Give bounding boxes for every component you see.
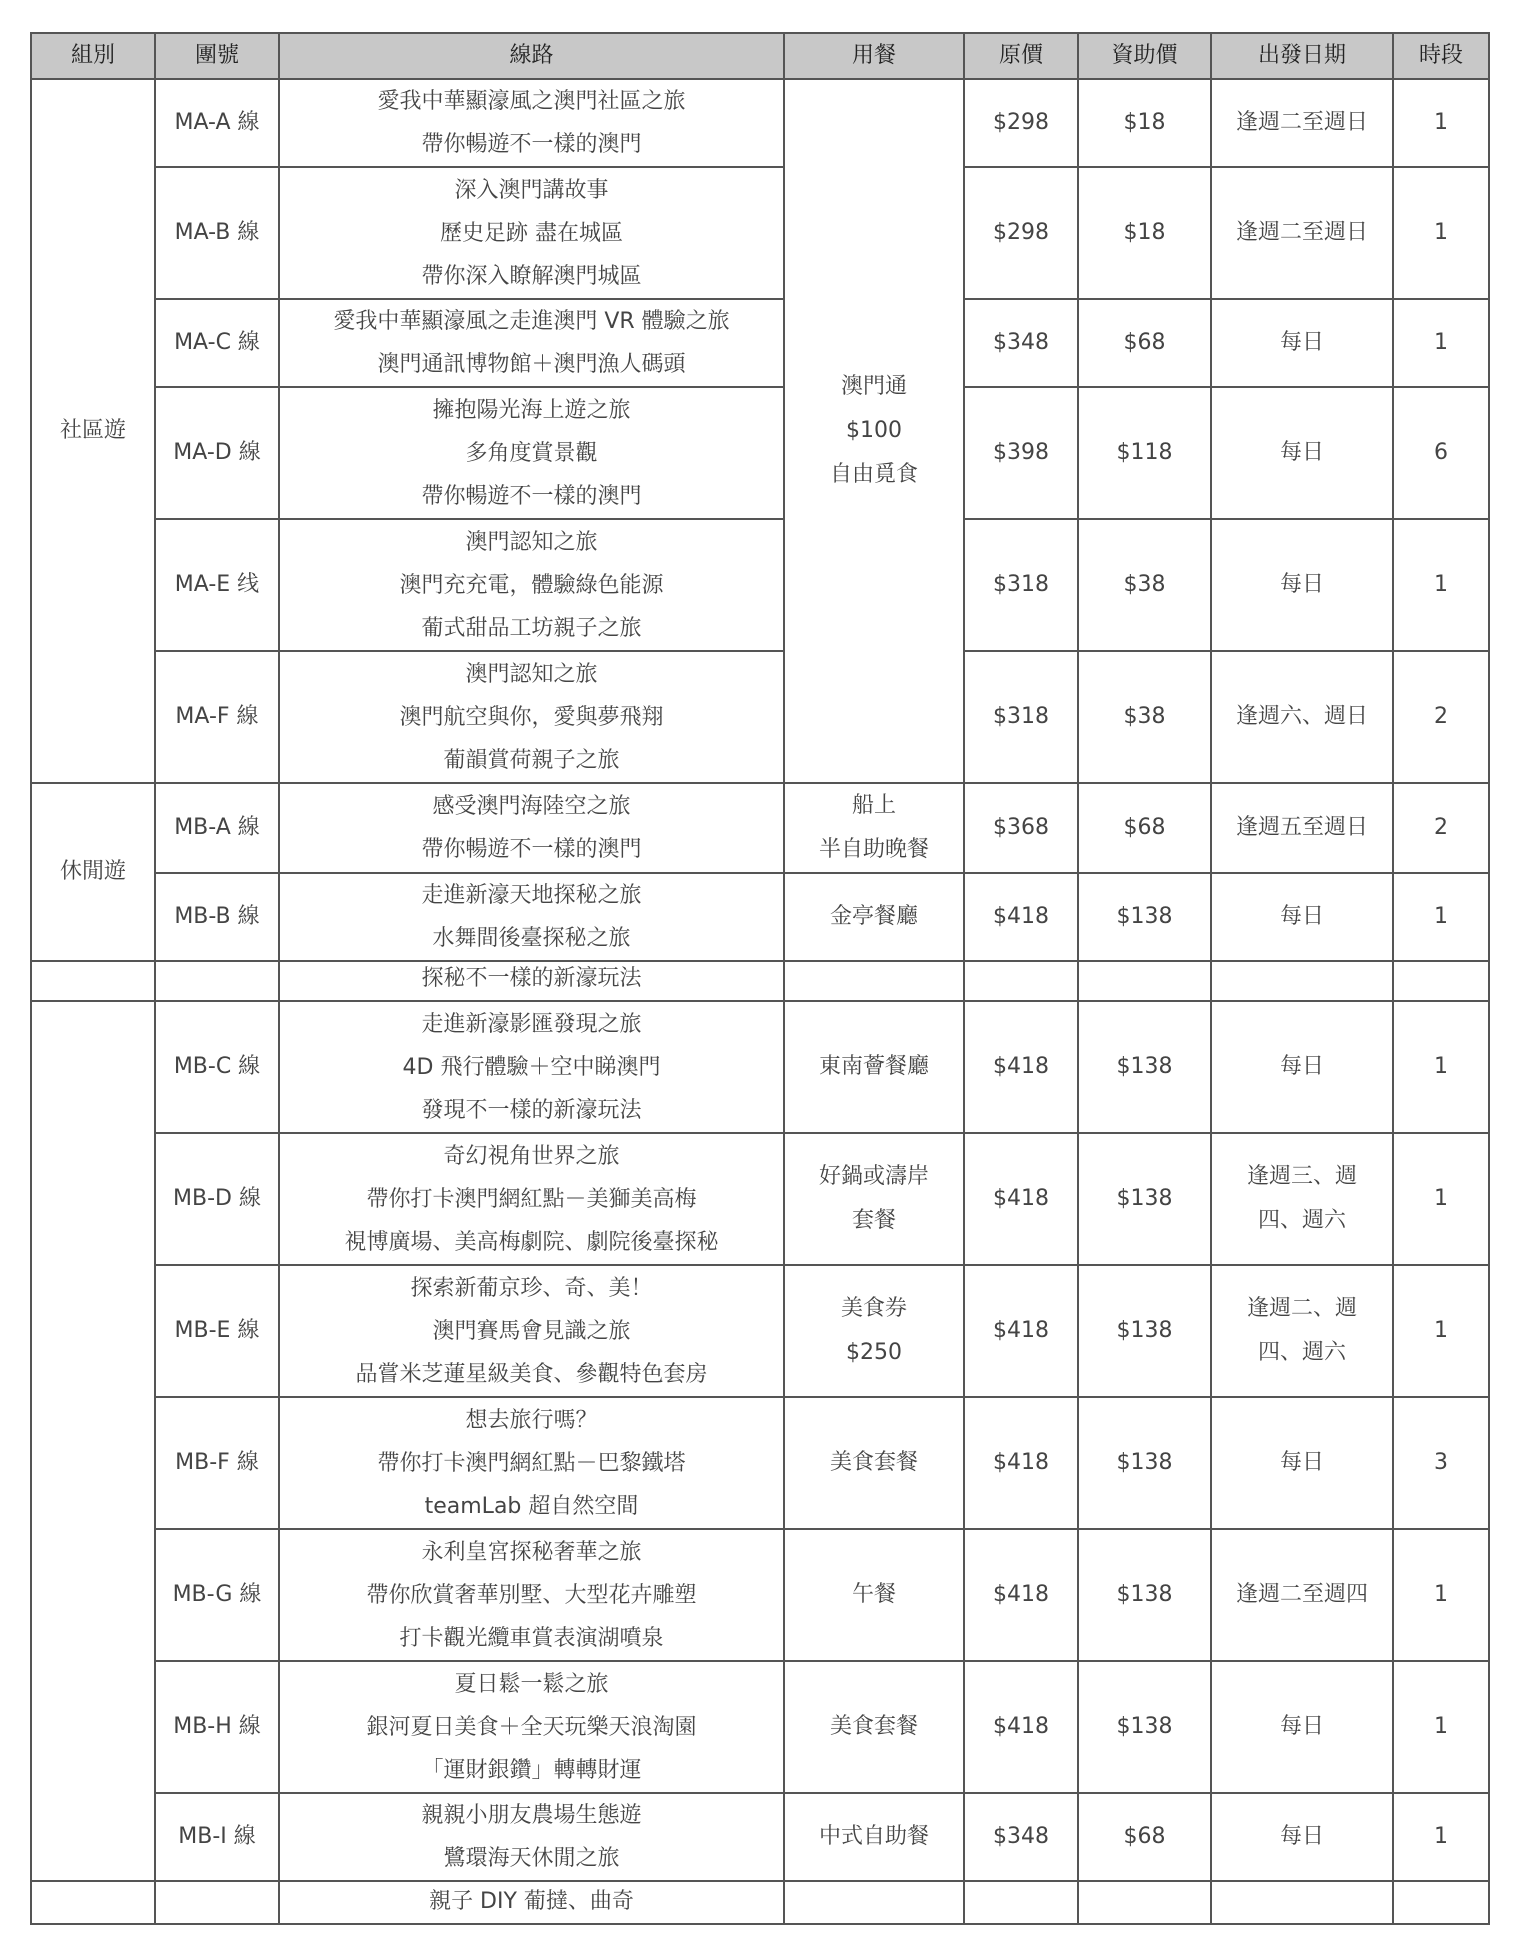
price-cell-line: $318 xyxy=(993,572,1049,597)
route-tail-line: 親子 DIY 葡撻、曲奇 xyxy=(429,1889,634,1914)
route-cell-line: 親親小朋友農場生態遊 xyxy=(421,1803,642,1828)
tour-code-line: MB-D 線 xyxy=(173,1186,261,1211)
price-cell-line: $418 xyxy=(993,1318,1049,1343)
date-cell xyxy=(1211,519,1393,651)
price-cell-line: $398 xyxy=(993,440,1049,465)
date-cell-line: 逢週六、週日 xyxy=(1235,704,1368,729)
tour-table-tail xyxy=(30,1880,1490,1925)
meal-cell-line: $100 xyxy=(846,418,902,443)
date-cell-line: 每日 xyxy=(1279,330,1324,355)
meal-cell-line: 中式自助餐 xyxy=(818,1824,929,1849)
price-cell xyxy=(964,1793,1078,1881)
tour-code-line: MA-E 线 xyxy=(174,572,260,597)
route-cell-line: 歷史足跡 盡在城區 xyxy=(440,220,623,246)
table-row xyxy=(31,1661,1489,1793)
meal-cell xyxy=(784,873,964,961)
date-cell-line: 每日 xyxy=(1279,440,1324,465)
date-cell xyxy=(1211,1529,1393,1661)
tour-code xyxy=(155,1001,279,1133)
empty-cell xyxy=(964,957,1078,1001)
route-cell-line: 帶你暢遊不一樣的澳門 xyxy=(421,837,642,862)
subsidy-cell-line: $38 xyxy=(1123,572,1166,597)
route-cell xyxy=(279,79,784,167)
subsidy-cell-line: $118 xyxy=(1116,440,1173,465)
route-cell-line: 帶你暢遊不一樣的澳門 xyxy=(421,132,642,157)
table-row xyxy=(31,519,1489,651)
session-cell-line: 1 xyxy=(1434,330,1448,355)
session-cell xyxy=(1393,873,1489,961)
date-cell xyxy=(1211,873,1393,961)
subsidy-cell xyxy=(1078,1265,1211,1397)
session-cell xyxy=(1393,1529,1489,1661)
header-row xyxy=(31,33,1489,79)
subsidy-cell xyxy=(1078,1133,1211,1265)
group-cell xyxy=(31,783,155,961)
price-cell xyxy=(964,1529,1078,1661)
tour-code-line: MA-A 線 xyxy=(174,110,260,135)
table-row xyxy=(31,1529,1489,1661)
date-cell xyxy=(1211,79,1393,167)
price-cell-line: $418 xyxy=(993,1186,1049,1211)
session-cell-line: 1 xyxy=(1434,110,1448,135)
price-cell-line: $418 xyxy=(993,1714,1049,1739)
route-cell-line: 澳門充充電，體驗綠色能源 xyxy=(399,572,664,598)
meal-cell-line: 船上 xyxy=(851,793,896,818)
route-cell-line: 擁抱陽光海上遊之旅 xyxy=(432,397,631,423)
route-cell xyxy=(279,651,784,783)
empty-cell xyxy=(31,1880,155,1924)
date-cell-line: 逢週三、週 xyxy=(1246,1164,1357,1189)
tour-table-continued xyxy=(30,957,1490,1882)
route-cell xyxy=(279,1397,784,1529)
route-cell-line: 品嘗米芝蓮星級美食、參觀特色套房 xyxy=(355,1361,708,1387)
tour-code-line: MA-B 線 xyxy=(174,220,260,245)
subsidy-cell xyxy=(1078,79,1211,167)
tour-code xyxy=(155,651,279,783)
date-cell-line: 每日 xyxy=(1279,904,1324,929)
route-cell-line: 想去旅行嗎？ xyxy=(465,1407,598,1433)
date-cell xyxy=(1211,1661,1393,1793)
subsidy-cell xyxy=(1078,651,1211,783)
session-cell-line: 1 xyxy=(1434,1318,1448,1343)
route-cell-line: 帶你打卡澳門網紅點－巴黎鐵塔 xyxy=(377,1450,686,1476)
meal-cell xyxy=(784,79,964,783)
route-cell-line: 永利皇宮探秘奢華之旅 xyxy=(421,1539,642,1565)
subsidy-cell xyxy=(1078,1793,1211,1881)
route-cell-line: 夏日鬆一鬆之旅 xyxy=(454,1671,609,1697)
tour-code-line: MB-C 線 xyxy=(173,1054,261,1079)
meal-cell-line: 美食套餐 xyxy=(829,1714,918,1739)
price-cell-line: $418 xyxy=(993,1582,1049,1607)
subsidy-cell-line: $138 xyxy=(1116,1450,1173,1475)
subsidy-cell xyxy=(1078,873,1211,961)
meal-cell-line: 套餐 xyxy=(851,1208,896,1233)
empty-cell xyxy=(155,957,279,1001)
price-cell-line: $418 xyxy=(993,904,1049,929)
empty-cell xyxy=(1393,1880,1489,1924)
session-cell xyxy=(1393,1001,1489,1133)
tour-code xyxy=(155,387,279,519)
date-cell xyxy=(1211,1265,1393,1397)
meal-cell xyxy=(784,783,964,873)
date-cell xyxy=(1211,783,1393,873)
subsidy-cell xyxy=(1078,783,1211,873)
route-cell-line: 銀河夏日美食＋全天玩樂天浪淘園 xyxy=(366,1714,697,1740)
route-cell-line: 帶你打卡澳門網紅點－美獅美高梅 xyxy=(366,1186,697,1212)
subsidy-cell-line: $138 xyxy=(1116,1318,1173,1343)
price-cell-line: $318 xyxy=(993,704,1049,729)
session-cell xyxy=(1393,651,1489,783)
route-cell-line: 愛我中華顯濠風之澳門社區之旅 xyxy=(377,89,686,114)
meal-cell-line: 東南薈餐廳 xyxy=(818,1054,929,1079)
header-code: 團號 xyxy=(155,33,279,79)
subsidy-cell-line: $138 xyxy=(1116,1054,1173,1079)
meal-cell-line: 半自助晚餐 xyxy=(818,837,929,862)
table-row xyxy=(31,651,1489,783)
tour-code xyxy=(155,519,279,651)
tour-table-top xyxy=(30,32,1490,962)
tour-table xyxy=(30,32,1490,962)
session-cell-line: 3 xyxy=(1434,1450,1448,1475)
group-cell-line: 休閒遊 xyxy=(59,859,126,884)
table-row xyxy=(31,1265,1489,1397)
date-cell xyxy=(1211,1133,1393,1265)
tour-code-line: MB-H 線 xyxy=(173,1714,261,1739)
route-cell xyxy=(279,1133,784,1265)
date-cell xyxy=(1211,167,1393,299)
date-cell-line: 逢週二至週日 xyxy=(1235,110,1368,135)
route-cell-line: 澳門賽馬會見識之旅 xyxy=(432,1318,631,1344)
tour-code xyxy=(155,167,279,299)
session-cell xyxy=(1393,387,1489,519)
header-subsidy: 資助價 xyxy=(1078,33,1211,79)
session-cell-line: 1 xyxy=(1434,572,1448,597)
header-route: 線路 xyxy=(279,33,784,79)
tour-code xyxy=(155,1793,279,1881)
tour-code-line: MB-G 線 xyxy=(172,1582,262,1607)
route-cell xyxy=(279,873,784,961)
route-cell-line: 走進新濠影匯發現之旅 xyxy=(421,1011,642,1037)
session-cell-line: 2 xyxy=(1434,704,1448,729)
subsidy-cell xyxy=(1078,1001,1211,1133)
price-cell xyxy=(964,1397,1078,1529)
subsidy-cell-line: $68 xyxy=(1123,815,1166,840)
empty-cell xyxy=(1211,1880,1393,1924)
empty-cell xyxy=(1078,957,1211,1001)
subsidy-cell xyxy=(1078,1397,1211,1529)
date-cell-line: 每日 xyxy=(1279,1824,1324,1849)
date-cell-line: 逢週二、週 xyxy=(1246,1296,1357,1321)
tour-code xyxy=(155,79,279,167)
route-cell xyxy=(279,1529,784,1661)
session-cell xyxy=(1393,1793,1489,1881)
price-cell xyxy=(964,1265,1078,1397)
tour-code xyxy=(155,1265,279,1397)
date-cell-line: 每日 xyxy=(1279,1714,1324,1739)
route-cell xyxy=(279,1661,784,1793)
meal-cell-line: 美食套餐 xyxy=(829,1450,918,1475)
session-cell-line: 1 xyxy=(1434,1714,1448,1739)
session-cell xyxy=(1393,1397,1489,1529)
tour-code xyxy=(155,783,279,873)
price-cell xyxy=(964,519,1078,651)
route-cell xyxy=(279,1793,784,1881)
meal-cell xyxy=(784,1133,964,1265)
subsidy-cell xyxy=(1078,387,1211,519)
subsidy-cell-line: $138 xyxy=(1116,904,1173,929)
route-cell-line: 帶你暢遊不一樣的澳門 xyxy=(421,483,642,509)
price-cell xyxy=(964,1661,1078,1793)
session-cell-line: 1 xyxy=(1434,1582,1448,1607)
route-cell-line: 「運財銀鑽」轉轉財運 xyxy=(421,1757,642,1783)
price-cell-line: $348 xyxy=(993,1824,1049,1849)
date-cell xyxy=(1211,1397,1393,1529)
tour-code-line: MB-I 線 xyxy=(178,1824,256,1849)
empty-cell xyxy=(1393,957,1489,1001)
subsidy-cell-line: $138 xyxy=(1116,1582,1173,1607)
price-cell-line: $418 xyxy=(993,1054,1049,1079)
date-cell xyxy=(1211,387,1393,519)
route-cell xyxy=(279,783,784,873)
tour-code-line: MB-F 線 xyxy=(175,1450,259,1475)
price-cell xyxy=(964,79,1078,167)
subsidy-cell-line: $138 xyxy=(1116,1714,1173,1739)
route-cell-line: 帶你深入瞭解澳門城區 xyxy=(421,263,642,289)
price-cell xyxy=(964,651,1078,783)
price-cell-line: $298 xyxy=(993,110,1049,135)
route-cell-line: 鷺環海天休閒之旅 xyxy=(443,1846,620,1871)
header-session: 時段 xyxy=(1393,33,1489,79)
empty-cell xyxy=(964,1880,1078,1924)
route-cell-line: 多角度賞景觀 xyxy=(465,440,598,466)
session-cell-line: 1 xyxy=(1434,1824,1448,1849)
table-row xyxy=(31,1001,1489,1133)
tour-code-line: MA-D 線 xyxy=(173,440,261,465)
subsidy-cell xyxy=(1078,519,1211,651)
session-cell-line: 1 xyxy=(1434,1054,1448,1079)
subsidy-cell-line: $68 xyxy=(1123,1824,1166,1849)
meal-cell xyxy=(784,1661,964,1793)
session-cell xyxy=(1393,783,1489,873)
price-cell xyxy=(964,1133,1078,1265)
session-cell xyxy=(1393,167,1489,299)
route-cell-line: 打卡觀光纜車賞表演湖噴泉 xyxy=(399,1625,664,1651)
subsidy-cell-line: $18 xyxy=(1123,220,1166,245)
subsidy-cell-line: $38 xyxy=(1123,704,1166,729)
price-cell xyxy=(964,873,1078,961)
route-cell-line: 奇幻視角世界之旅 xyxy=(443,1143,620,1169)
header-date: 出發日期 xyxy=(1211,33,1393,79)
route-cell xyxy=(279,167,784,299)
date-cell-line: 逢週二至週日 xyxy=(1235,220,1368,245)
meal-cell-line: 自由覓食 xyxy=(829,462,918,487)
route-cell-line: 探索新葡京珍、奇、美！ xyxy=(410,1275,653,1301)
meal-cell-line: 澳門通 xyxy=(840,374,907,399)
route-cell-line: 發現不一樣的新濠玩法 xyxy=(421,1097,642,1123)
route-cell xyxy=(279,387,784,519)
empty-cell xyxy=(784,957,964,1001)
meal-cell xyxy=(784,1397,964,1529)
price-cell-line: $298 xyxy=(993,220,1049,245)
session-cell-line: 6 xyxy=(1434,440,1448,465)
price-cell xyxy=(964,299,1078,387)
date-cell xyxy=(1211,1793,1393,1881)
date-cell-line: 四、週六 xyxy=(1257,1208,1346,1233)
tour-code xyxy=(155,873,279,961)
subsidy-cell xyxy=(1078,299,1211,387)
tour-code xyxy=(155,1397,279,1529)
table-row xyxy=(31,387,1489,519)
header-price: 原價 xyxy=(964,33,1078,79)
empty-cell xyxy=(1211,957,1393,1001)
meal-cell-line: 美食券 xyxy=(840,1296,907,1321)
session-cell-line: 1 xyxy=(1434,220,1448,245)
meal-cell-line: $250 xyxy=(846,1340,902,1365)
subsidy-cell xyxy=(1078,167,1211,299)
route-overflow-line: 探秘不一樣的新濠玩法 xyxy=(421,966,642,991)
session-cell xyxy=(1393,1265,1489,1397)
subsidy-cell xyxy=(1078,1661,1211,1793)
tour-code xyxy=(155,299,279,387)
empty-cell xyxy=(155,1880,279,1924)
session-cell xyxy=(1393,79,1489,167)
tour-code-line: MB-B 線 xyxy=(174,904,260,929)
date-cell-line: 每日 xyxy=(1279,1054,1324,1079)
date-cell xyxy=(1211,651,1393,783)
empty-cell xyxy=(1078,1880,1211,1924)
date-cell-line: 每日 xyxy=(1279,1450,1324,1475)
subsidy-cell-line: $18 xyxy=(1123,110,1166,135)
overflow-row xyxy=(31,957,1489,1001)
tour-code-line: MB-E 線 xyxy=(174,1318,260,1343)
route-cell-line: 澳門認知之旅 xyxy=(465,529,598,555)
price-cell-line: $418 xyxy=(993,1450,1049,1475)
tour-code xyxy=(155,1529,279,1661)
group-cell xyxy=(31,79,155,783)
header-meal: 用餐 xyxy=(784,33,964,79)
price-cell xyxy=(964,1001,1078,1133)
meal-cell xyxy=(784,1793,964,1881)
group-cell-empty xyxy=(31,1001,155,1881)
meal-cell-line: 午餐 xyxy=(851,1582,896,1607)
table-row xyxy=(31,1397,1489,1529)
empty-cell xyxy=(31,957,155,1001)
date-cell-line: 逢週五至週日 xyxy=(1235,815,1368,840)
route-cell-line: 澳門認知之旅 xyxy=(465,661,598,687)
table-row xyxy=(31,1133,1489,1265)
tour-code-line: MA-C 線 xyxy=(174,330,260,355)
tour-code-line: MB-A 線 xyxy=(174,815,260,840)
tour-code xyxy=(155,1133,279,1265)
route-cell-line: 葡式甜品工坊親子之旅 xyxy=(421,615,642,641)
meal-cell-line: 好鍋或濤岸 xyxy=(818,1164,929,1189)
table-row xyxy=(31,299,1489,387)
route-cell-line: 葡韻賞荷親子之旅 xyxy=(443,747,620,773)
date-cell-line: 逢週二至週四 xyxy=(1235,1582,1368,1607)
session-cell xyxy=(1393,299,1489,387)
route-cell xyxy=(279,1001,784,1133)
route-overflow xyxy=(279,957,784,1001)
price-cell-line: $348 xyxy=(993,330,1049,355)
date-cell xyxy=(1211,1001,1393,1133)
subsidy-cell-line: $68 xyxy=(1123,330,1166,355)
price-cell xyxy=(964,387,1078,519)
route-cell-line: 澳門航空與你，愛與夢飛翔 xyxy=(399,704,664,730)
table-row xyxy=(31,873,1489,961)
session-cell xyxy=(1393,519,1489,651)
meal-cell xyxy=(784,1529,964,1661)
empty-cell xyxy=(784,1880,964,1924)
route-cell xyxy=(279,1265,784,1397)
subsidy-cell xyxy=(1078,1529,1211,1661)
session-cell xyxy=(1393,1133,1489,1265)
route-cell-line: 水舞間後臺探秘之旅 xyxy=(432,926,631,951)
table-row xyxy=(31,79,1489,167)
price-cell-line: $368 xyxy=(993,815,1049,840)
route-cell-line: 走進新濠天地探秘之旅 xyxy=(421,883,642,908)
subsidy-cell-line: $138 xyxy=(1116,1186,1173,1211)
route-cell xyxy=(279,299,784,387)
table-row xyxy=(31,1793,1489,1881)
meal-cell-line: 金亭餐廳 xyxy=(829,904,918,929)
session-cell-line: 1 xyxy=(1434,904,1448,929)
price-cell xyxy=(964,783,1078,873)
session-cell-line: 2 xyxy=(1434,815,1448,840)
route-cell-line: 感受澳門海陸空之旅 xyxy=(432,794,631,819)
route-cell-line: 視博廣場、美高梅劇院、劇院後臺探秘 xyxy=(344,1229,719,1255)
group-cell-line: 社區遊 xyxy=(59,418,126,443)
tour-code xyxy=(155,1661,279,1793)
route-cell-line: 澳門通訊博物館＋澳門漁人碼頭 xyxy=(377,352,686,377)
route-cell-line: teamLab 超自然空間 xyxy=(424,1493,639,1519)
route-cell-line: 愛我中華顯濠風之走進澳門 VR 體驗之旅 xyxy=(333,309,730,334)
header-group: 組別 xyxy=(31,33,155,79)
session-cell-line: 1 xyxy=(1434,1186,1448,1211)
date-cell-line: 四、週六 xyxy=(1257,1340,1346,1365)
price-cell xyxy=(964,167,1078,299)
tour-code-line: MA-F 線 xyxy=(175,704,259,729)
route-cell-line: 4D 飛行體驗＋空中睇澳門 xyxy=(402,1054,661,1080)
session-cell xyxy=(1393,1661,1489,1793)
route-cell-line: 帶你欣賞奢華別墅、大型花卉雕塑 xyxy=(366,1582,697,1608)
route-tail xyxy=(279,1880,784,1924)
tail-row xyxy=(31,1880,1489,1924)
route-cell-line: 深入澳門講故事 xyxy=(454,177,609,203)
meal-cell xyxy=(784,1001,964,1133)
date-cell-line: 每日 xyxy=(1279,572,1324,597)
meal-cell xyxy=(784,1265,964,1397)
date-cell xyxy=(1211,299,1393,387)
route-cell xyxy=(279,519,784,651)
table-row xyxy=(31,783,1489,873)
table-row xyxy=(31,167,1489,299)
